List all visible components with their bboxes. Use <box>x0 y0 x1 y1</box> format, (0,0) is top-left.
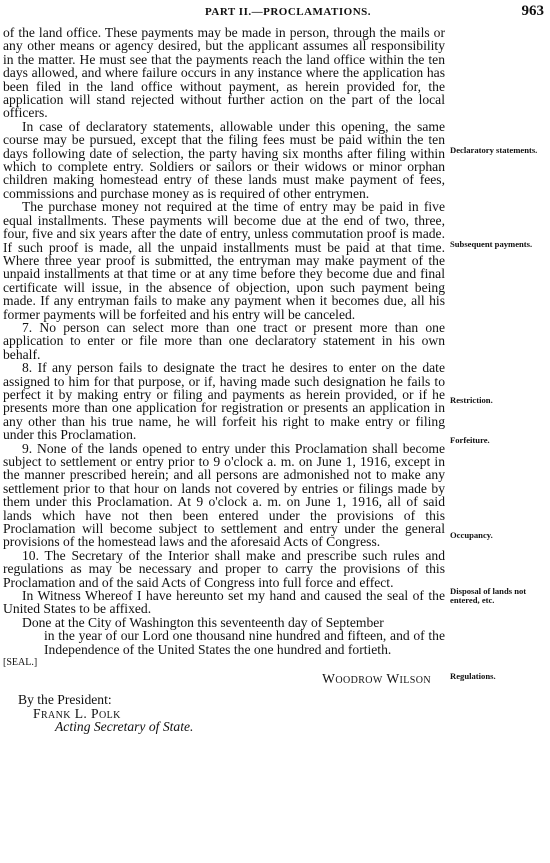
signature-block <box>3 616 445 733</box>
margin-note-restriction: Restriction. <box>450 395 493 405</box>
running-title: PART II.—PROCLAMATIONS. <box>205 6 372 18</box>
page-header <box>0 3 550 26</box>
paragraph-9: 9. None of the lands opened to entry under this Proclamation shall become subject to settlement or entry prior to 9 o'clock a. m. on June 1, 1916, except in the manner prescribed herein; and all persons are admonished not to make any settlement prior to that hour on lands not covered by entries or filings made by them under this Proclamation. At 9 o'clock a. m. on June 1, 1916, all of said lands which have not then been entered under the provisions of this Proclamation will become subject to settlement and entry under the general provisions of the homestead laws and the aforesaid Acts of Congress. <box>3 440 445 550</box>
margin-note-regulations: Regulations. <box>450 671 496 681</box>
margin-note-occupancy: Occupancy. <box>450 530 493 540</box>
seal-label: [SEAL.] <box>3 657 38 669</box>
paragraph-declaratory: In case of declaratory statements, allowable under this opening, the same course may be pursued, except that the filing fees must be paid within the ten days following date of selection, the party having six months after filing within which to complete entry. Soldiers or sailors or their widows or minor orphan children making homestead entry of these lands must make payment of fees, commissions and purchase money as is required of other entrymen. <box>3 118 445 201</box>
countersigner-name: Frank L. Polk <box>33 705 121 721</box>
paragraph-10: 10. The Secretary of the Interior shall make and prescribe such rules and regulations as may be necessary and proper to carry the provisions of this Proclamation and of the said Acts of Congress into full force and effect. <box>3 547 445 590</box>
seal-text: in the year of our Lord one thousand nine hundred and fifteen, and of the Independence of the United States the one hundred and fortieth. <box>44 628 445 657</box>
page-number: 963 <box>521 3 544 19</box>
paragraph-witness: In Witness Whereof I have hereunto set my hand and caused the seal of the United States to be affixed. <box>3 588 445 617</box>
by-the-president: By the President: <box>18 692 112 708</box>
margin-note-payments: Subsequent payments. <box>450 239 533 249</box>
president-signature: Woodrow Wilson <box>322 670 431 686</box>
seal-row <box>3 629 445 669</box>
paragraph-continuation: of the land office. These payments may be made in person, through the mails or any other means or agency desired, but the applicant assumes all responsibility in the matter. He must see that the payments reach the land office within the ten days allowed, and where failure occurs in any instance where the application has been filed in the land office without payment, as herein provided for, the application will stand rejected without further action on the part of the local officers. <box>3 25 445 121</box>
margin-note-declaratory: Declaratory statements. <box>450 145 538 155</box>
paragraph-8: 8. If any person fails to designate the tract he desires to enter on the date assigned to him for that purpose, or if, having made such designation he fails to perfect it by making entry or filing and payments as herein provided, or if he presents more than one application for registration or presents an application in any other than his true name, he will forfeit his right to make entry or filing under this Proclamation. <box>3 360 445 443</box>
countersigner-title: Acting Secretary of State. <box>55 718 194 734</box>
paragraph-installments: The purchase money not required at the time of entry may be paid in five equal installments. These payments will become due at the end of two, three, four, five and six years after the date of entry, unless commutation proof is made. If such proof is made, all the unpaid installments must be paid at that time. Where three year proof is submitted, the entryman may make payment of the unpaid installments at that time or at any time before they become due and final certificate will issue, in the absence of objection, upon such payment being made. If any entryman fails to make any payment when it becomes due, all his former payments will be forfeited and his entry will be canceled. <box>3 199 445 322</box>
margin-note-forfeiture: Forfeiture. <box>450 435 490 445</box>
paragraph-7: 7. No person can select more than one tract or present more than one application to enter or file more than one declaratory statement in his own behalf. <box>3 319 445 362</box>
done-line: Done at the City of Washington this seventeenth day of September <box>22 614 384 630</box>
margin-note-disposal: Disposal of lands not entered, etc. <box>450 586 527 605</box>
proclamation-body <box>3 26 445 733</box>
